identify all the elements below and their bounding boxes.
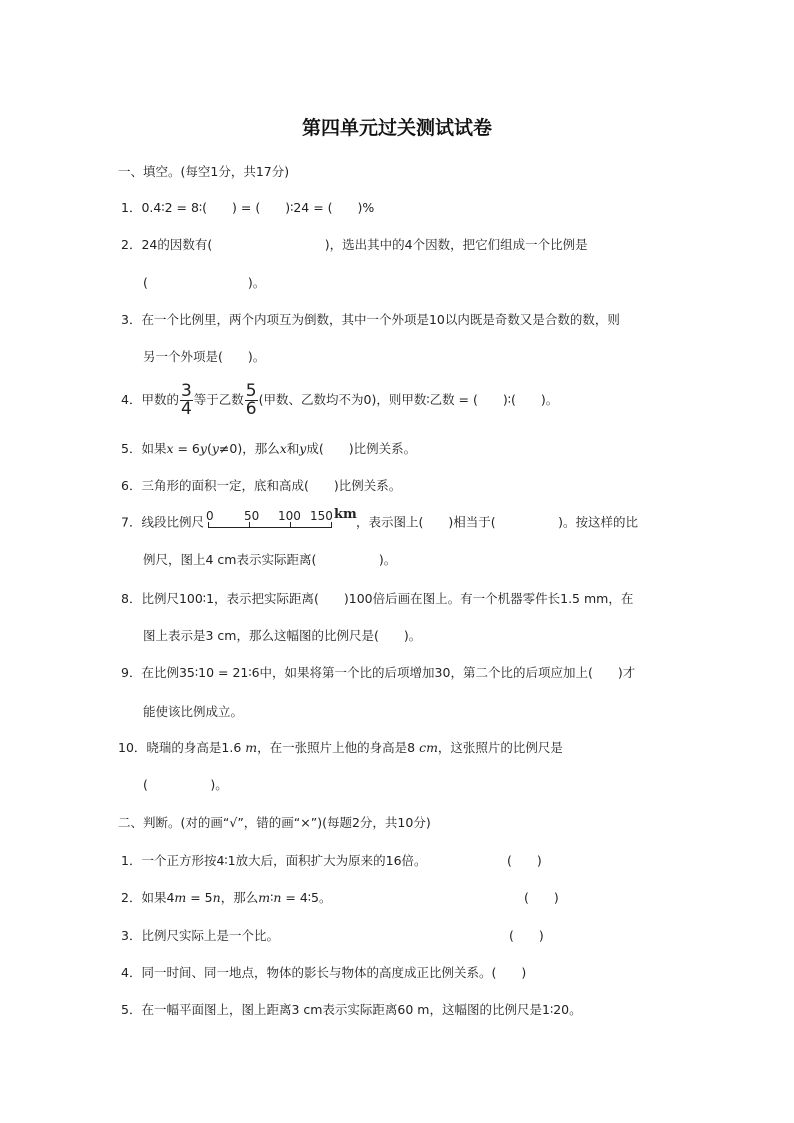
var-m: m	[258, 890, 271, 905]
q4-text-pre: 4．甲数的	[121, 392, 179, 407]
question-1: 1．0.4∶2 = 8∶( ) = ( )∶24 = ( )%	[121, 200, 375, 215]
fraction-numerator: 3	[180, 381, 192, 401]
q4-text-mid: 等于乙数	[193, 392, 244, 407]
judge-1: 1．一个正方形按4∶1放大后，面积扩大为原来的16倍。	[121, 853, 427, 868]
scale-bar	[208, 527, 332, 528]
q5-text: ≠0)，那么	[218, 441, 280, 456]
var-y: y	[211, 441, 219, 456]
q10-text: ，这张照片的比例尺是	[437, 740, 563, 755]
judge-1-answer: ( )	[507, 853, 542, 868]
unit-m: m	[245, 740, 258, 755]
question-9-line-1: 9．在比例35∶10 = 21∶6中，如果将第一个比的后项增加30，第二个比的后项应加上( )才	[121, 665, 636, 680]
judge-3-answer: ( )	[509, 928, 544, 943]
section1-heading: 一、填空。(每空1分，共17分)	[118, 164, 290, 179]
j2-text: = 4∶5。	[281, 890, 332, 905]
question-8-line-2: 图上表示是3 cm，那么这幅图的比例尺是( )。	[143, 628, 422, 643]
var-y: y	[299, 441, 307, 456]
question-7-line-1	[121, 507, 638, 533]
judge-2	[121, 889, 332, 907]
q5-text: (	[206, 441, 212, 456]
var-y: y	[199, 441, 207, 456]
question-2-line-2: ( )。	[143, 275, 266, 290]
q10-text: 10．晓瑞的身高是1.6	[118, 740, 246, 755]
j2-text: 2．如果4	[121, 890, 175, 905]
q7-text-post: ，表示图上( )相当于( )。按这样的比	[355, 514, 638, 530]
q5-text: 和	[286, 441, 300, 456]
q5-text: = 6	[173, 441, 200, 456]
scale-tick	[331, 522, 332, 527]
question-3-line-2: 另一个外项是( )。	[143, 349, 266, 364]
var-n: n	[212, 890, 221, 905]
var-x: x	[166, 441, 174, 456]
page-title: 第四单元过关测试试卷	[301, 117, 492, 139]
scale-unit: km	[333, 507, 357, 522]
question-3-line-1: 3．在一个比例里，两个内项互为倒数，其中一个外项是10以内既是奇数又是合数的数，则	[121, 312, 620, 327]
question-5	[121, 440, 416, 458]
q5-text: 5．如果	[121, 441, 167, 456]
question-8-line-1: 8．比例尺100∶1，表示把实际距离( )100倍后画在图上。有一个机器零件长1.5 mm，在	[121, 591, 634, 606]
scale-tick-label: 100	[277, 509, 301, 523]
question-10-line-1	[118, 739, 563, 757]
scale-tick	[290, 522, 291, 527]
scale-tick	[208, 522, 209, 527]
scale-tick-label: 0	[205, 509, 214, 523]
var-m: m	[174, 890, 187, 905]
var-n: n	[273, 890, 282, 905]
fraction-numerator: 5	[245, 381, 257, 401]
question-6: 6．三角形的面积一定，底和高成( )比例关系。	[121, 478, 402, 493]
line-scale-ruler	[205, 507, 357, 533]
question-2-line-1: 2．24的因数有( )，选出其中的4个因数，把它们组成一个比例是	[121, 237, 588, 252]
question-10-line-2: ( )。	[143, 777, 228, 792]
j2-text: ，那么	[220, 890, 259, 905]
question-9-line-2: 能使该比例成立。	[143, 704, 244, 719]
judge-4: 4．同一时间、同一地点，物体的影长与物体的高度成正比例关系。( )	[121, 965, 527, 980]
section2-heading: 二、判断。(对的画“√”，错的画“×”)(每题2分，共10分)	[118, 815, 431, 830]
scale-tick-label: 150	[309, 509, 333, 523]
unit-cm: cm	[419, 740, 438, 755]
q5-text: 成( )比例关系。	[306, 441, 417, 456]
var-x: x	[279, 441, 287, 456]
question-7-line-2: 例尺，图上4 cm表示实际距离( )。	[143, 552, 397, 567]
fraction-denominator: 4	[180, 399, 192, 419]
q7-text-pre: 7．线段比例尺	[121, 514, 204, 530]
scale-tick	[249, 522, 250, 527]
scale-tick-label: 50	[243, 509, 260, 523]
q10-text: ，在一张照片上他的身高是8	[257, 740, 420, 755]
j2-text: ∶	[270, 890, 274, 905]
q4-text-post: (甲数、乙数均不为0)，则甲数∶乙数 = ( )∶( )。	[258, 392, 559, 407]
fraction-five-sixths	[245, 383, 258, 418]
question-4	[121, 383, 558, 418]
judge-5: 5．在一幅平面图上，图上距离3 cm表示实际距离60 m，这幅图的比例尺是1∶20。	[121, 1002, 582, 1017]
judge-2-answer: ( )	[524, 890, 559, 905]
judge-3: 3．比例尺实际上是一个比。	[121, 928, 279, 943]
fraction-three-quarters	[180, 383, 193, 418]
j2-text: = 5	[186, 890, 213, 905]
fraction-denominator: 6	[245, 399, 257, 419]
